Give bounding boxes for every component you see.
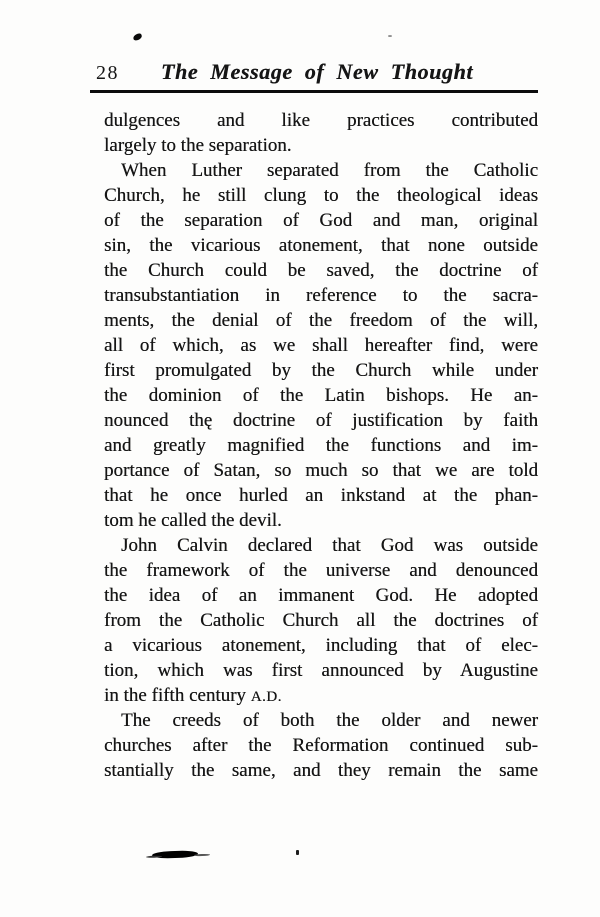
smallcaps-abbreviation: A.D. — [250, 689, 282, 705]
ink-smudge-bottom — [152, 850, 198, 859]
text-line: The creeds of both the older and newer — [121, 710, 538, 731]
text-line: stantially the same, and they remain the same — [104, 760, 538, 781]
text-line: the Church could be saved, the doctrine of — [104, 260, 538, 281]
text-line: transubstantiation in reference to the sacra- — [104, 285, 538, 306]
text-line: of the separation of God and man, original — [104, 210, 538, 231]
text-line: nounced thę doctrine of justification by faith — [104, 410, 538, 431]
text-line: largely to the separation. — [104, 135, 292, 156]
text-line: dulgences and like practices contributed — [104, 110, 538, 131]
ink-dot-bottom — [296, 850, 299, 855]
text-line: a vicarious atonement, including that of elec- — [104, 635, 538, 656]
text-line: ments, the denial of the freedom of the will, — [104, 310, 538, 331]
text-line: that he once hurled an inkstand at the phan- — [104, 485, 538, 506]
header-rule — [90, 90, 538, 93]
text-line: first promulgated by the Church while under — [104, 360, 538, 381]
text-line: the idea of an immanent God. He adopted — [104, 585, 538, 606]
text-line: in the fifth century A.D. — [104, 685, 282, 706]
text-line: the dominion of the Latin bishops. He an- — [104, 385, 538, 406]
text-line: from the Catholic Church all the doctrines of — [104, 610, 538, 631]
ink-speck-top — [132, 33, 143, 42]
page-number: 28 — [96, 62, 119, 84]
text-line: When Luther separated from the Catholic — [121, 160, 538, 181]
page-body-text — [104, 108, 538, 783]
text-line: tion, which was first announced by Augustine — [104, 660, 538, 681]
page-header — [96, 59, 538, 85]
text-line: Church, he still clung to the theological ideas — [104, 185, 538, 206]
text-line: and greatly magnified the functions and im- — [104, 435, 538, 456]
faint-dot-top-right — [388, 35, 392, 37]
running-title: The Message of New Thought — [160, 59, 474, 84]
text-line: all of which, as we shall hereafter find, were — [104, 335, 538, 356]
text-line: tom he called the devil. — [104, 510, 282, 531]
text-line: churches after the Reformation continued sub- — [104, 735, 538, 756]
text-line: John Calvin declared that God was outside — [121, 535, 538, 556]
text-line: sin, the vicarious atonement, that none outside — [104, 235, 538, 256]
text-line: the framework of the universe and denounced — [104, 560, 538, 581]
text-line: portance of Satan, so much so that we are told — [104, 460, 538, 481]
